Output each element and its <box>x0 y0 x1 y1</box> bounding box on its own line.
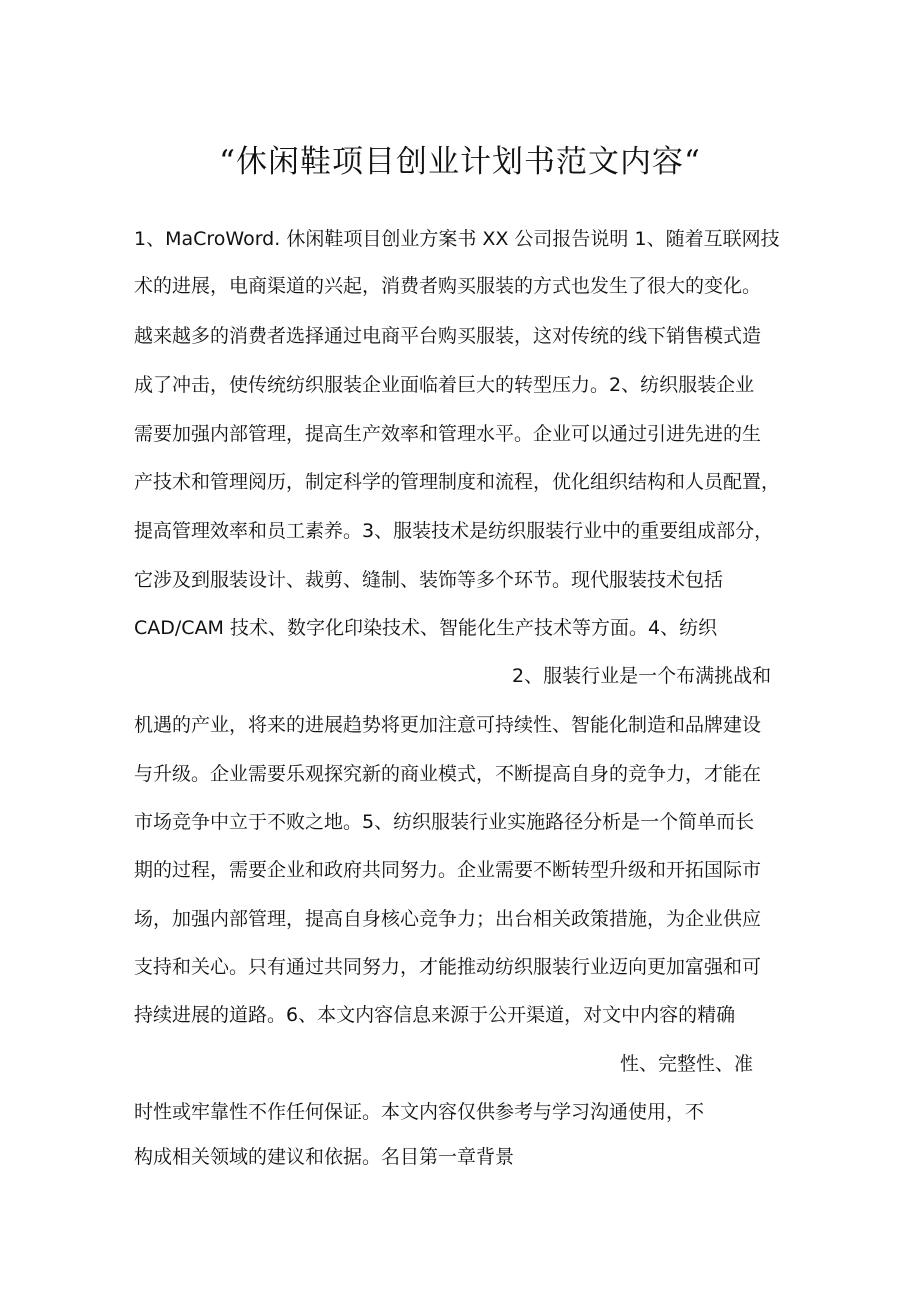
body-line-17: 持续进展的道路。6、本文内容信息来源于公开渠道，对文中内容的精确 <box>134 1004 736 1026</box>
body-line-2: 术的进展，电商渠道的兴起，消费者购买服装的方式也发生了很大的变化。 <box>134 275 762 297</box>
document-title: “休闲鞋项目创业计划书范文内容“ <box>219 144 701 180</box>
body-line-10: 2、服装行业是一个布满挑战和 <box>512 665 772 687</box>
body-line-14: 期的过程，需要企业和政府共同努力。企业需要不断转型升级和开拓国际市 <box>134 859 762 881</box>
body-line-9: CAD/CAM 技术、数字化印染技术、智能化生产技术等方面。4、纺织 <box>134 617 718 639</box>
body-line-11: 机遇的产业，将来的进展趋势将更加注意可持续性、智能化制造和品牌建设 <box>134 714 762 736</box>
body-line-18: 性、完整性、准 <box>620 1053 754 1075</box>
body-line-13: 市场竞争中立于不败之地。5、纺织服装行业实施路径分析是一个简单而长 <box>134 811 755 833</box>
body-line-12: 与升级。企业需要乐观探究新的商业模式，不断提高自身的竞争力，才能在 <box>134 763 762 785</box>
body-line-20: 构成相关领域的建议和依据。名目第一章背景 <box>134 1146 515 1168</box>
body-line-6: 产技术和管理阅历，制定科学的管理制度和流程，优化组织结构和人员配置， <box>134 471 781 493</box>
body-line-4: 成了冲击，使传统纺织服装企业面临着巨大的转型压力。2、纺织服装企业 <box>134 374 755 396</box>
body-line-8: 它涉及到服装设计、裁剪、缝制、装饰等多个环节。现代服装技术包括 <box>134 569 724 591</box>
body-line-1: 1、MaCroWord. 休闲鞋项目创业方案书 XX 公司报告说明 1、随着互联网技 <box>134 228 780 250</box>
body-line-16: 支持和关心。只有通过共同努力，才能推动纺织服装行业迈向更加富强和可 <box>134 956 762 978</box>
body-line-5: 需要加强内部管理，提高生产效率和管理水平。企业可以通过引进先进的生 <box>134 423 762 445</box>
body-line-3: 越来越多的消费者选择通过电商平台购买服装，这对传统的线下销售模式造 <box>134 325 762 347</box>
body-line-15: 场，加强内部管理，提高自身核心竞争力；出台相关政策措施，为企业供应 <box>134 908 762 930</box>
body-line-19: 时性或牢靠性不作任何保证。本文内容仅供参考与学习沟通使用，不 <box>134 1101 705 1123</box>
body-line-7: 提高管理效率和员工素养。3、服装技术是纺织服装行业中的重要组成部分， <box>134 520 774 542</box>
